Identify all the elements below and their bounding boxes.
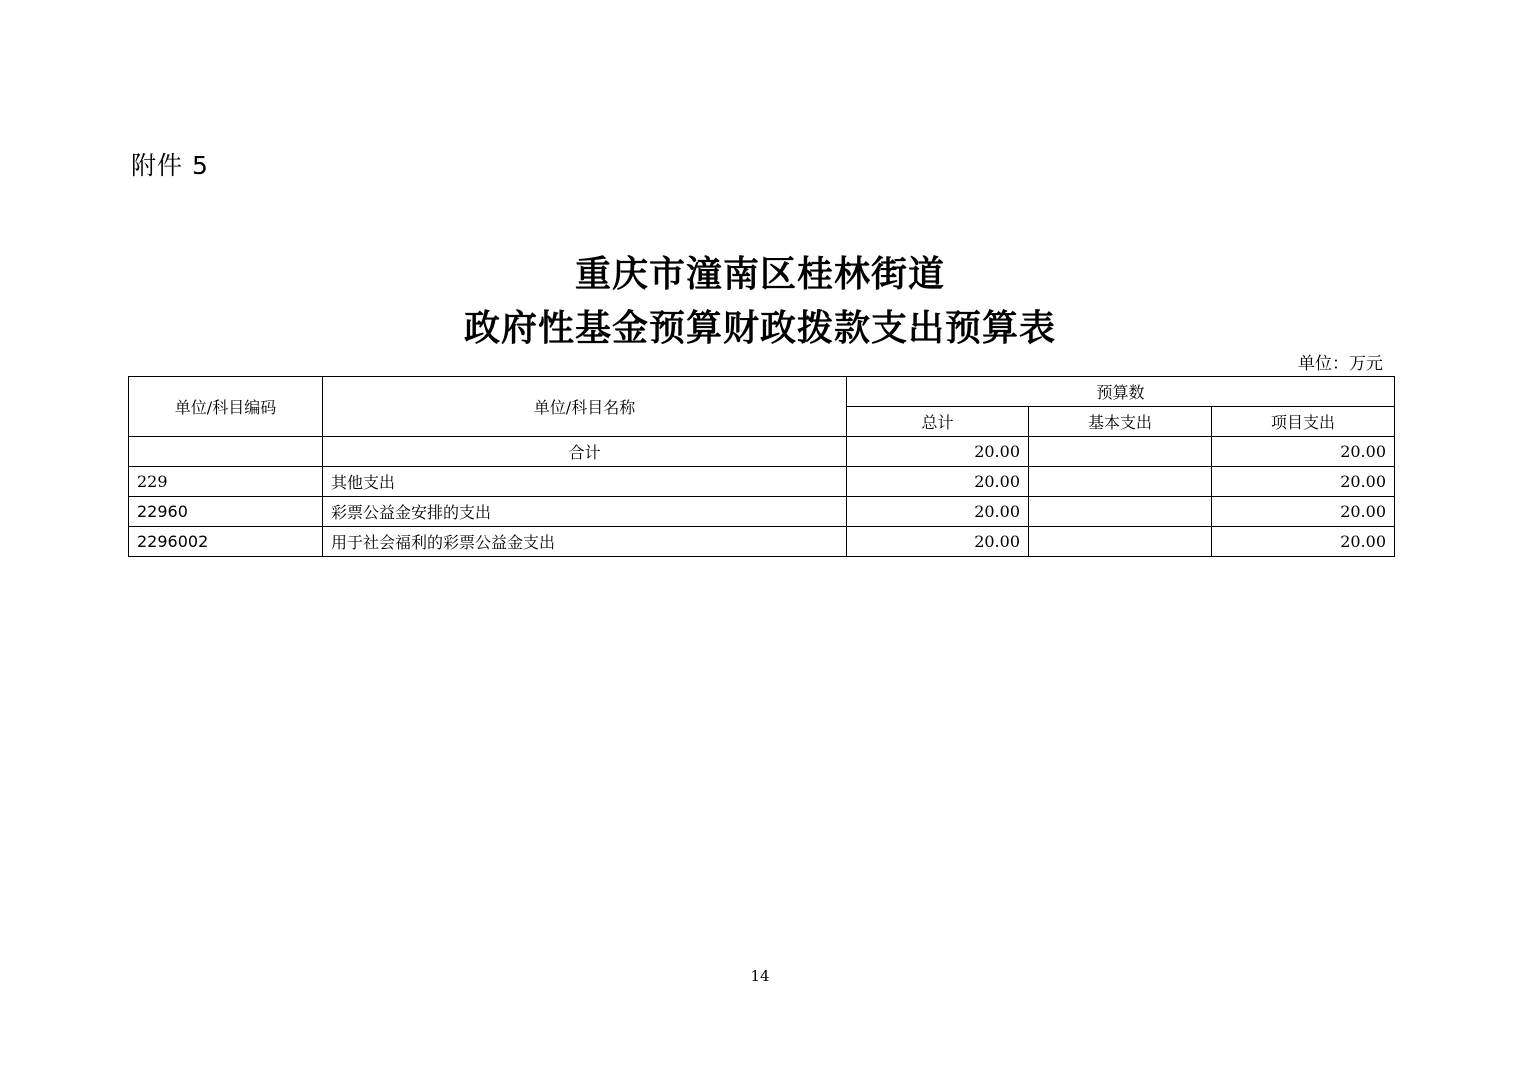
table-row — [129, 527, 1395, 557]
header-budget-group: 预算数 — [847, 377, 1395, 407]
table-row — [129, 467, 1395, 497]
header-project: 项目支出 — [1212, 407, 1395, 437]
header-name: 单位/科目名称 — [323, 377, 847, 437]
header-code: 单位/科目编码 — [129, 377, 323, 437]
row-basic — [1029, 527, 1212, 557]
header-total: 总计 — [847, 407, 1029, 437]
table-row-total — [129, 437, 1395, 467]
row-project: 20.00 — [1212, 437, 1395, 467]
row-project: 20.00 — [1212, 527, 1395, 557]
row-basic — [1029, 437, 1212, 467]
row-code — [129, 437, 323, 467]
table-row — [129, 497, 1395, 527]
page-title-line-1: 重庆市潼南区桂林街道 — [574, 253, 945, 295]
budget-table — [128, 376, 1395, 557]
row-basic — [1029, 467, 1212, 497]
row-total: 20.00 — [847, 497, 1029, 527]
row-total: 20.00 — [847, 527, 1029, 557]
attachment-label: 附件 5 — [131, 151, 209, 180]
row-project: 20.00 — [1212, 467, 1395, 497]
row-name: 彩票公益金安排的支出 — [323, 497, 847, 527]
row-total: 20.00 — [847, 467, 1029, 497]
row-total: 20.00 — [847, 437, 1029, 467]
row-code: 22960 — [129, 497, 323, 527]
row-name: 用于社会福利的彩票公益金支出 — [323, 527, 847, 557]
header-basic: 基本支出 — [1029, 407, 1212, 437]
row-project: 20.00 — [1212, 497, 1395, 527]
row-basic — [1029, 497, 1212, 527]
table-header-row — [129, 377, 1395, 407]
row-name: 合计 — [323, 437, 847, 467]
page-title-line-2: 政府性基金预算财政拨款支出预算表 — [463, 307, 1056, 349]
row-code: 229 — [129, 467, 323, 497]
row-name: 其他支出 — [323, 467, 847, 497]
row-code: 2296002 — [129, 527, 323, 557]
page-number: 14 — [750, 967, 770, 985]
unit-label: 单位：万元 — [1298, 354, 1383, 374]
